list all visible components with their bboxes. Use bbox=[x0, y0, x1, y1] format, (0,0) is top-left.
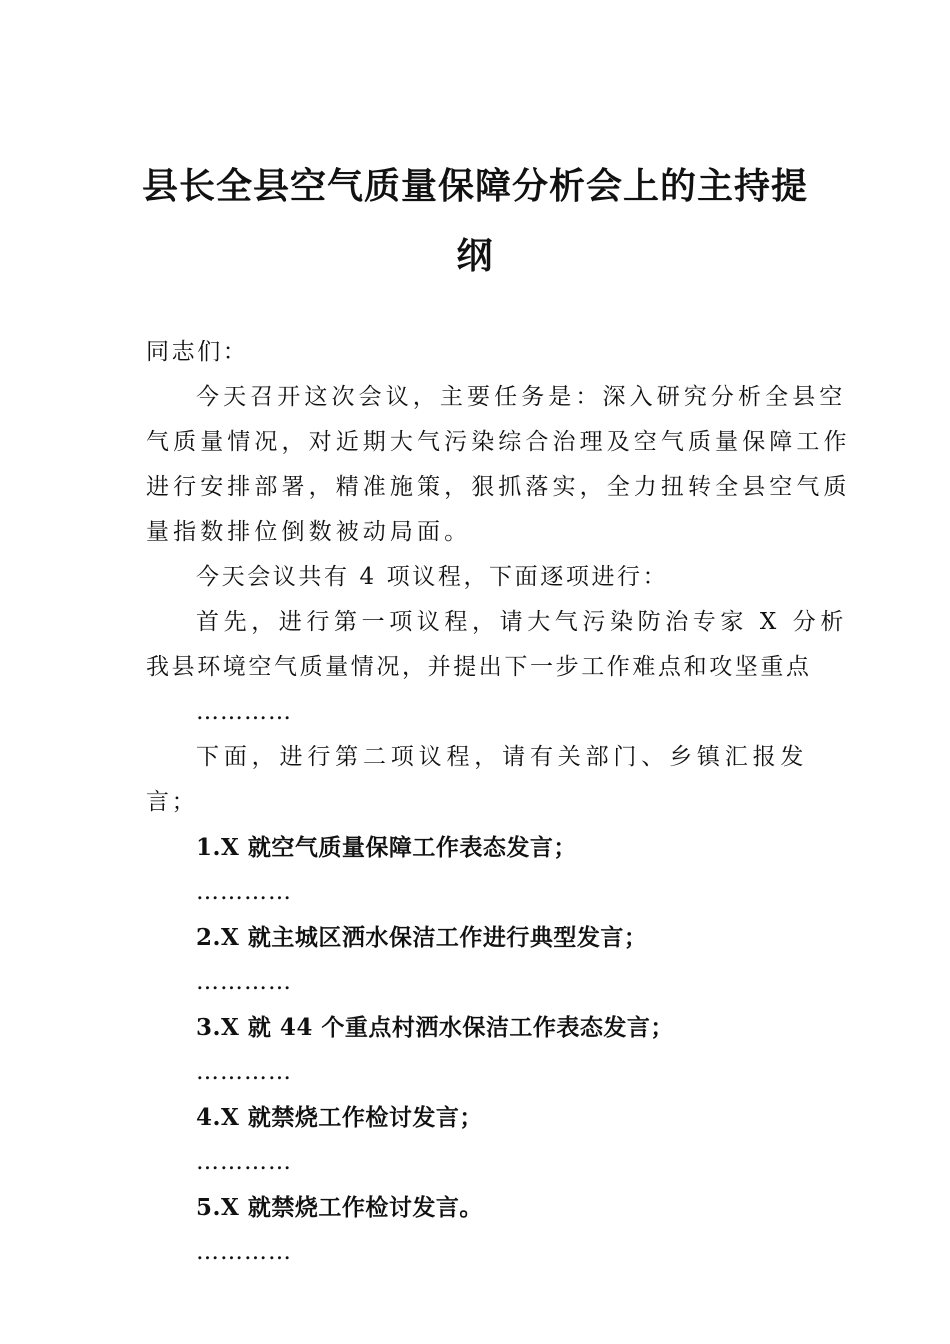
speech-item: 2.X 就主城区洒水保洁工作进行典型发言； bbox=[196, 924, 648, 951]
ellipsis: ………… bbox=[196, 1239, 292, 1265]
second-agenda-paragraph: 下面，进行第二项议程，请有关部门、乡镇汇报发言； bbox=[146, 744, 806, 815]
document-title-line-1: 县长全县空气质量保障分析会上的主持提 bbox=[141, 165, 808, 207]
ellipsis: ………… bbox=[196, 969, 292, 995]
speech-item: 1.X 就空气质量保障工作表态发言； bbox=[196, 834, 577, 861]
ellipsis: ………… bbox=[196, 1149, 292, 1175]
intro-line: 气质量情况，对近期大气污染综合治理及空气质量保障工作 bbox=[146, 429, 851, 455]
ellipsis: ………… bbox=[196, 879, 292, 905]
ellipsis: ………… bbox=[196, 1059, 292, 1085]
intro-line: 进行安排部署，精准施策，狠抓落实，全力扭转全县空气质 bbox=[146, 474, 851, 500]
ellipsis: ………… bbox=[196, 699, 292, 725]
salutation: 同志们： bbox=[146, 339, 249, 365]
first-agenda-line: 首先，进行第一项议程，请大气污染防治专家 X 分析 bbox=[196, 609, 848, 635]
speech-item: 3.X 就 44 个重点村洒水保洁工作表态发言； bbox=[196, 1014, 674, 1041]
intro-paragraph bbox=[146, 375, 851, 555]
intro-line: 今天召开这次会议，主要任务是：深入研究分析全县空 bbox=[196, 384, 847, 410]
speech-item: 5.X 就禁烧工作检讨发言。 bbox=[196, 1194, 483, 1221]
document-body bbox=[146, 330, 851, 1275]
first-agenda-paragraph bbox=[146, 600, 848, 690]
speech-item: 4.X 就禁烧工作检讨发言； bbox=[196, 1104, 483, 1131]
document-title-line-2: 纲 bbox=[456, 235, 494, 277]
first-agenda-line: 我县环境空气质量情况，并提出下一步工作难点和攻坚重点 bbox=[146, 654, 812, 680]
intro-line: 量指数排位倒数被动局面。 bbox=[146, 519, 472, 545]
agenda-intro: 今天会议共有 4 项议程，下面逐项进行： bbox=[196, 564, 669, 590]
